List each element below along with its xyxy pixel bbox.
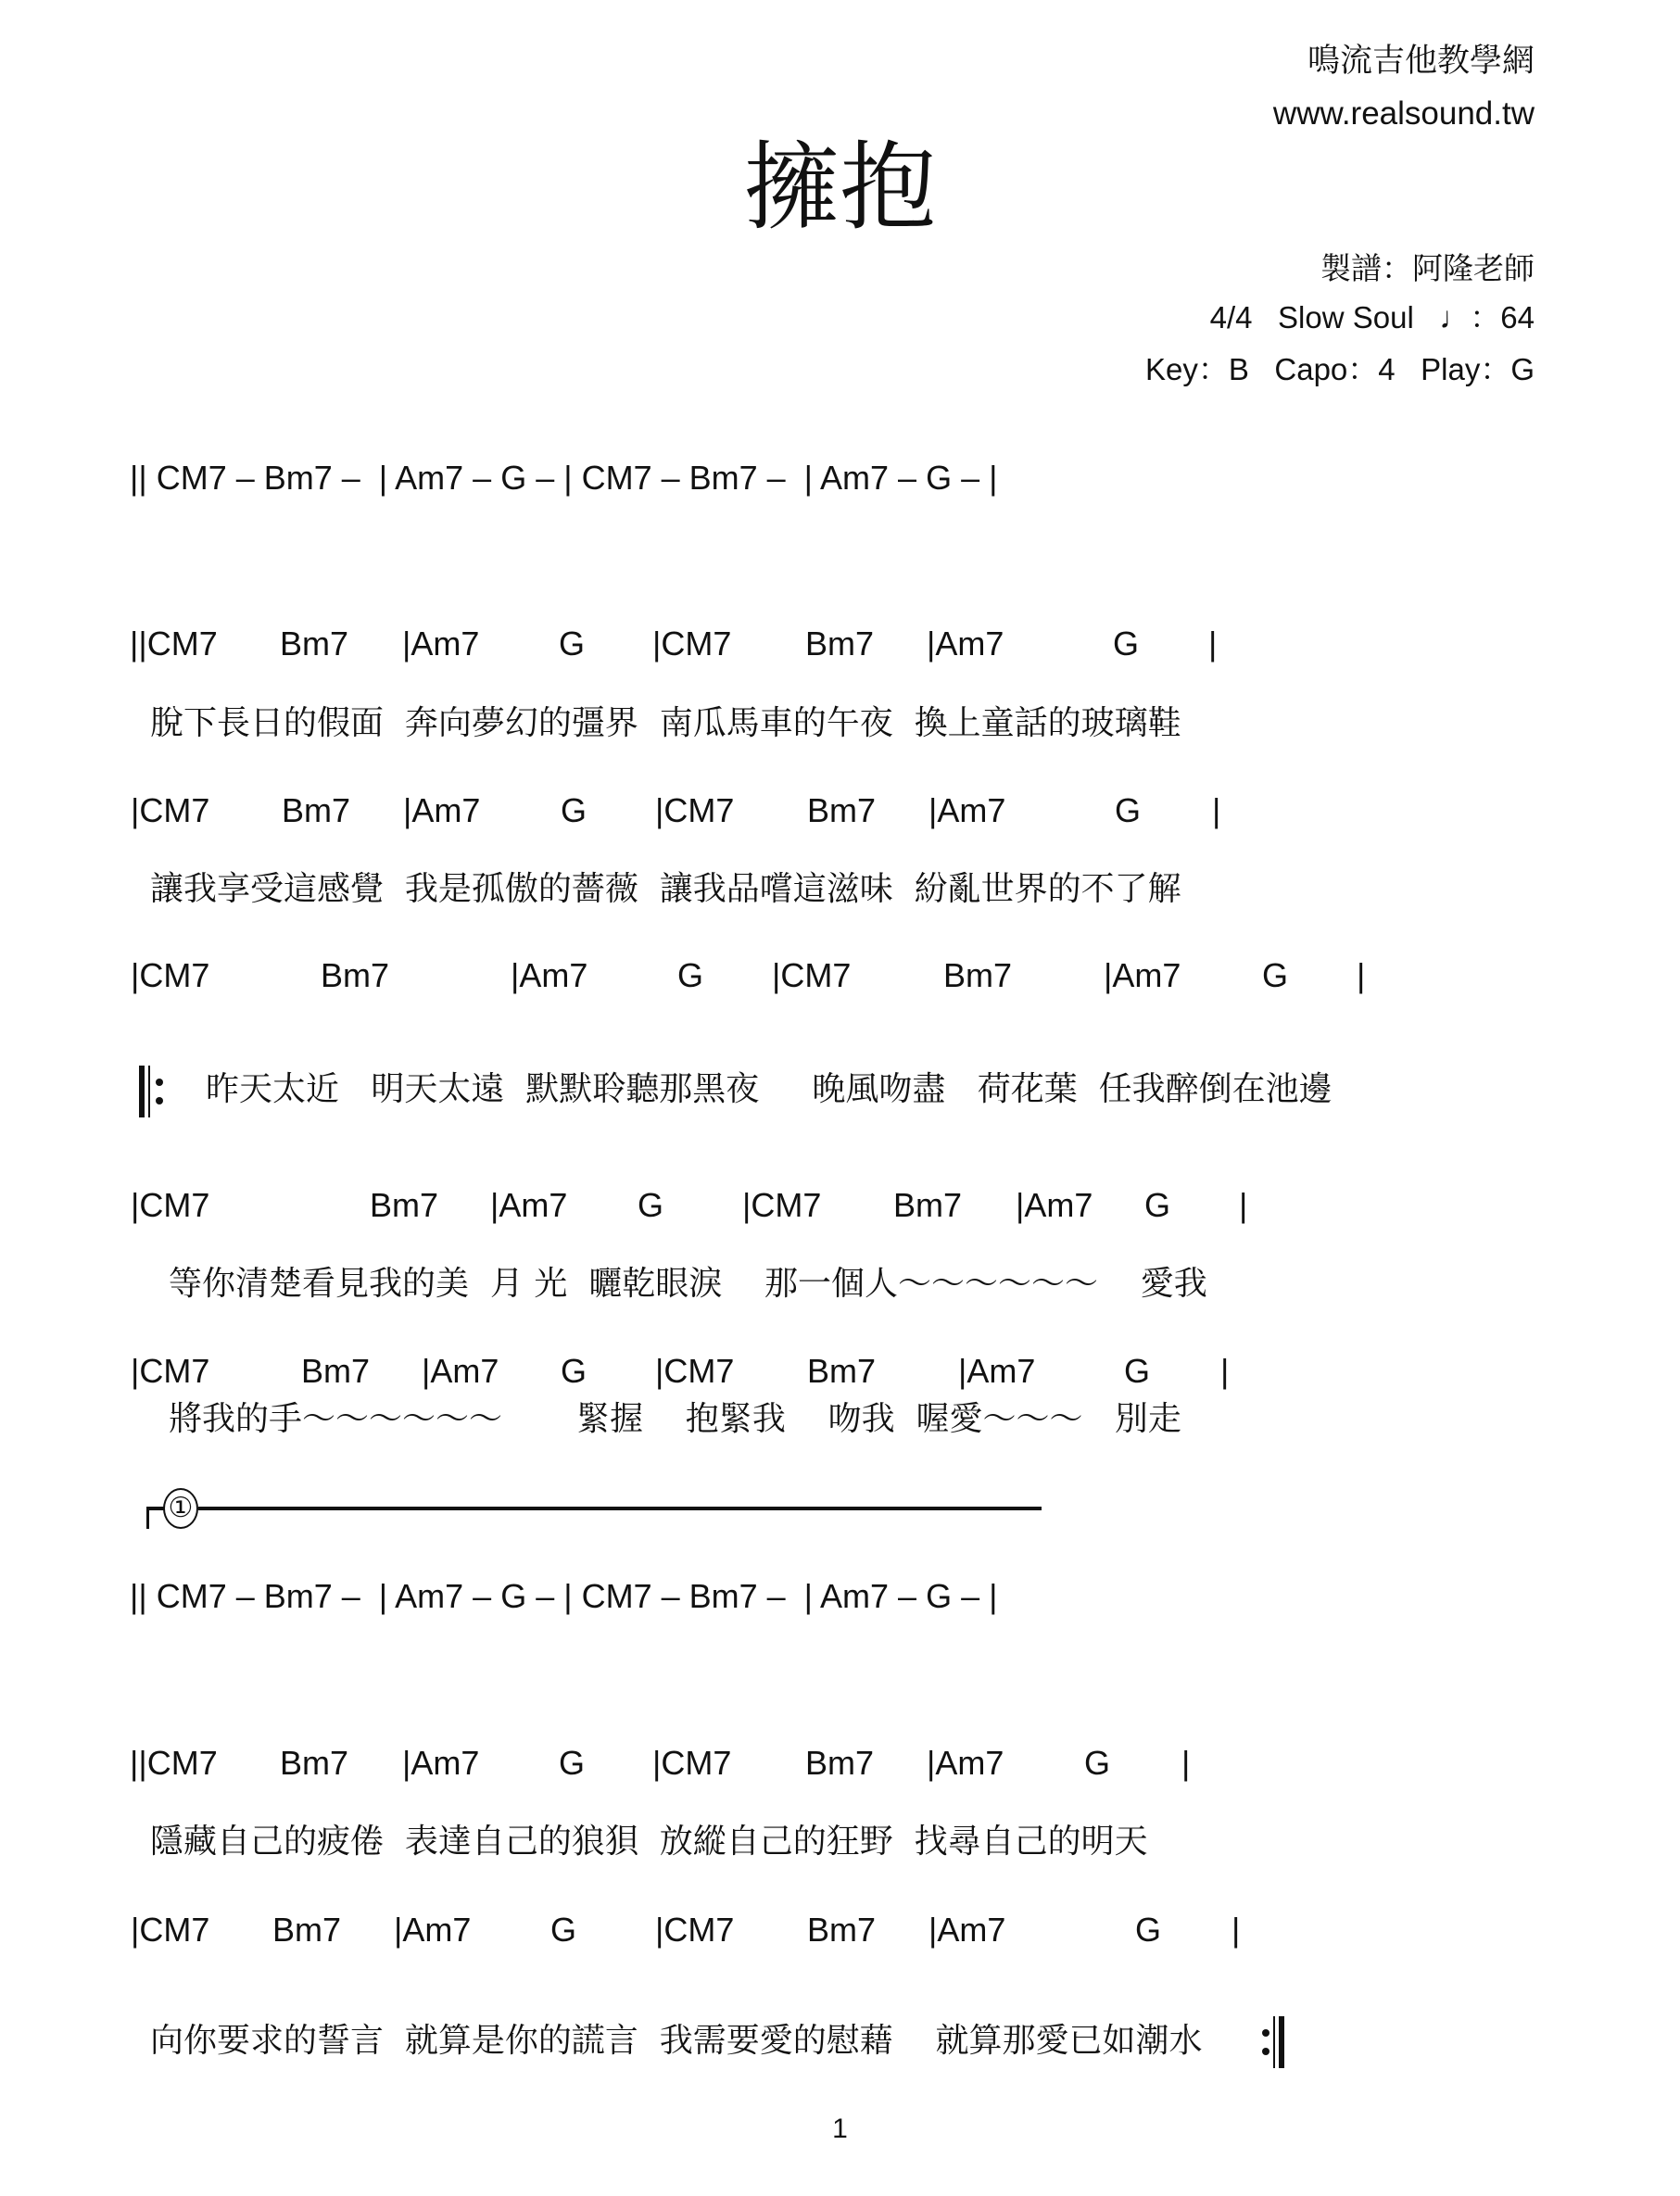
chord-row — [0, 1186, 1680, 1227]
interlude-chord-line: || CM7 – Bm7 – | Am7 – G – | CM7 – Bm7 – | Am7 – G – | — [130, 1577, 998, 1615]
page-number: 1 — [832, 2114, 848, 2144]
chord-row — [0, 956, 1680, 997]
chord: Bm7 — [321, 956, 390, 994]
chord: Bm7 — [805, 625, 875, 663]
chord: |Am7 — [1104, 956, 1181, 994]
chord: G — [1135, 1911, 1162, 1949]
chord: |CM7 — [655, 1352, 735, 1390]
barline: | — [1232, 1911, 1241, 1949]
chord: G — [1124, 1352, 1151, 1390]
chord: |CM7 — [131, 1352, 210, 1390]
chord: Bm7 — [282, 791, 351, 829]
chord: |CM7 — [772, 956, 852, 994]
chord: Bm7 — [807, 1352, 877, 1390]
chord: |CM7 — [131, 791, 210, 829]
chord: ||CM7 — [130, 625, 218, 663]
site-name: 鳴流吉他教學網 — [1307, 43, 1535, 79]
chord: |Am7 — [928, 1911, 1006, 1949]
arranger-credit: 製譜：阿隆老師 — [1320, 251, 1535, 285]
chord: G — [550, 1911, 577, 1949]
barline: | — [1220, 1352, 1230, 1390]
barline: | — [1357, 956, 1366, 994]
lyric-line: 將我的手～～～～～～ 緊握 抱緊我 吻我 喔愛～～～ 別走 — [169, 1400, 1181, 1438]
chord: |CM7 — [652, 625, 732, 663]
key-capo-line: Key：B Capo：4 Play：G — [1145, 352, 1535, 386]
chord: G — [559, 1744, 586, 1782]
barline: | — [1208, 625, 1218, 663]
barline: | — [1181, 1744, 1191, 1782]
chord: |CM7 — [652, 1744, 732, 1782]
chord-row — [0, 625, 1680, 665]
song-title: 擁抱 — [743, 131, 937, 244]
site-url[interactable]: www.realsound.tw — [1272, 95, 1535, 132]
chord: G — [1144, 1186, 1171, 1224]
chord: G — [561, 1352, 587, 1390]
lyric-line: 向你要求的誓言 就算是你的謊言 我需要愛的慰藉 就算那愛已如潮水 — [150, 2022, 1203, 2060]
chord: Bm7 — [807, 791, 877, 829]
lyric-line: 等你清楚看見我的美 月 光 曬乾眼淚 那一個人～～～～～～ 愛我 — [169, 1265, 1207, 1303]
meta-line: 4/4 Slow Soul ♩：64 — [1209, 300, 1535, 334]
barline: | — [1239, 1186, 1248, 1224]
lyric-line: 讓我享受這感覺 我是孤傲的薔薇 讓我品嚐這滋味 紛亂世界的不了解 — [150, 870, 1181, 908]
chord: |CM7 — [131, 1911, 210, 1949]
chord: |Am7 — [394, 1911, 472, 1949]
barline: | — [1212, 791, 1221, 829]
chord: |CM7 — [131, 956, 210, 994]
chord: G — [1113, 625, 1140, 663]
chord: |Am7 — [927, 1744, 1004, 1782]
chord: G — [1084, 1744, 1111, 1782]
chord: Bm7 — [943, 956, 1013, 994]
chord: Bm7 — [301, 1352, 371, 1390]
chord: G — [1115, 791, 1142, 829]
chord: G — [638, 1186, 664, 1224]
chord: Bm7 — [807, 1911, 877, 1949]
chord: |Am7 — [403, 791, 481, 829]
chord: |Am7 — [402, 1744, 480, 1782]
chord-row — [0, 1911, 1680, 1951]
chord: G — [559, 625, 586, 663]
chord: G — [677, 956, 704, 994]
chord: Bm7 — [893, 1186, 963, 1224]
chord: Bm7 — [370, 1186, 439, 1224]
chord: Bm7 — [272, 1911, 342, 1949]
lyric-line: 昨天太近 明天太遠 默默聆聽那黑夜 晚風吻盡 荷花葉 任我醉倒在池邊 — [206, 1070, 1333, 1108]
chord: |CM7 — [655, 1911, 735, 1949]
chord: |Am7 — [958, 1352, 1036, 1390]
volta-number: ① — [163, 1488, 198, 1529]
chord: |CM7 — [131, 1186, 210, 1224]
chord: Bm7 — [280, 625, 349, 663]
chord: |Am7 — [422, 1352, 499, 1390]
chord: |Am7 — [928, 791, 1006, 829]
chord-row — [0, 1744, 1680, 1785]
chord: |Am7 — [490, 1186, 568, 1224]
chord: |Am7 — [927, 625, 1004, 663]
lyric-line: 脫下長日的假面 奔向夢幻的彊界 南瓜馬車的午夜 換上童話的玻璃鞋 — [150, 704, 1181, 742]
intro-chord-line: || CM7 – Bm7 – | Am7 – G – | CM7 – Bm7 – | Am7 – G – | — [130, 459, 998, 497]
chord-row — [0, 1352, 1680, 1393]
lyric-line: 隱藏自己的疲倦 表達自己的狼狽 放縱自己的狂野 找尋自己的明天 — [150, 1823, 1148, 1861]
chord: |Am7 — [511, 956, 588, 994]
chord: Bm7 — [280, 1744, 349, 1782]
chord: |Am7 — [1016, 1186, 1093, 1224]
chord: ||CM7 — [130, 1744, 218, 1782]
chord: |Am7 — [402, 625, 480, 663]
chord-row — [0, 791, 1680, 832]
chord: |CM7 — [742, 1186, 822, 1224]
chord: Bm7 — [805, 1744, 875, 1782]
chord: G — [1262, 956, 1289, 994]
chord: G — [561, 791, 587, 829]
chord: |CM7 — [655, 791, 735, 829]
